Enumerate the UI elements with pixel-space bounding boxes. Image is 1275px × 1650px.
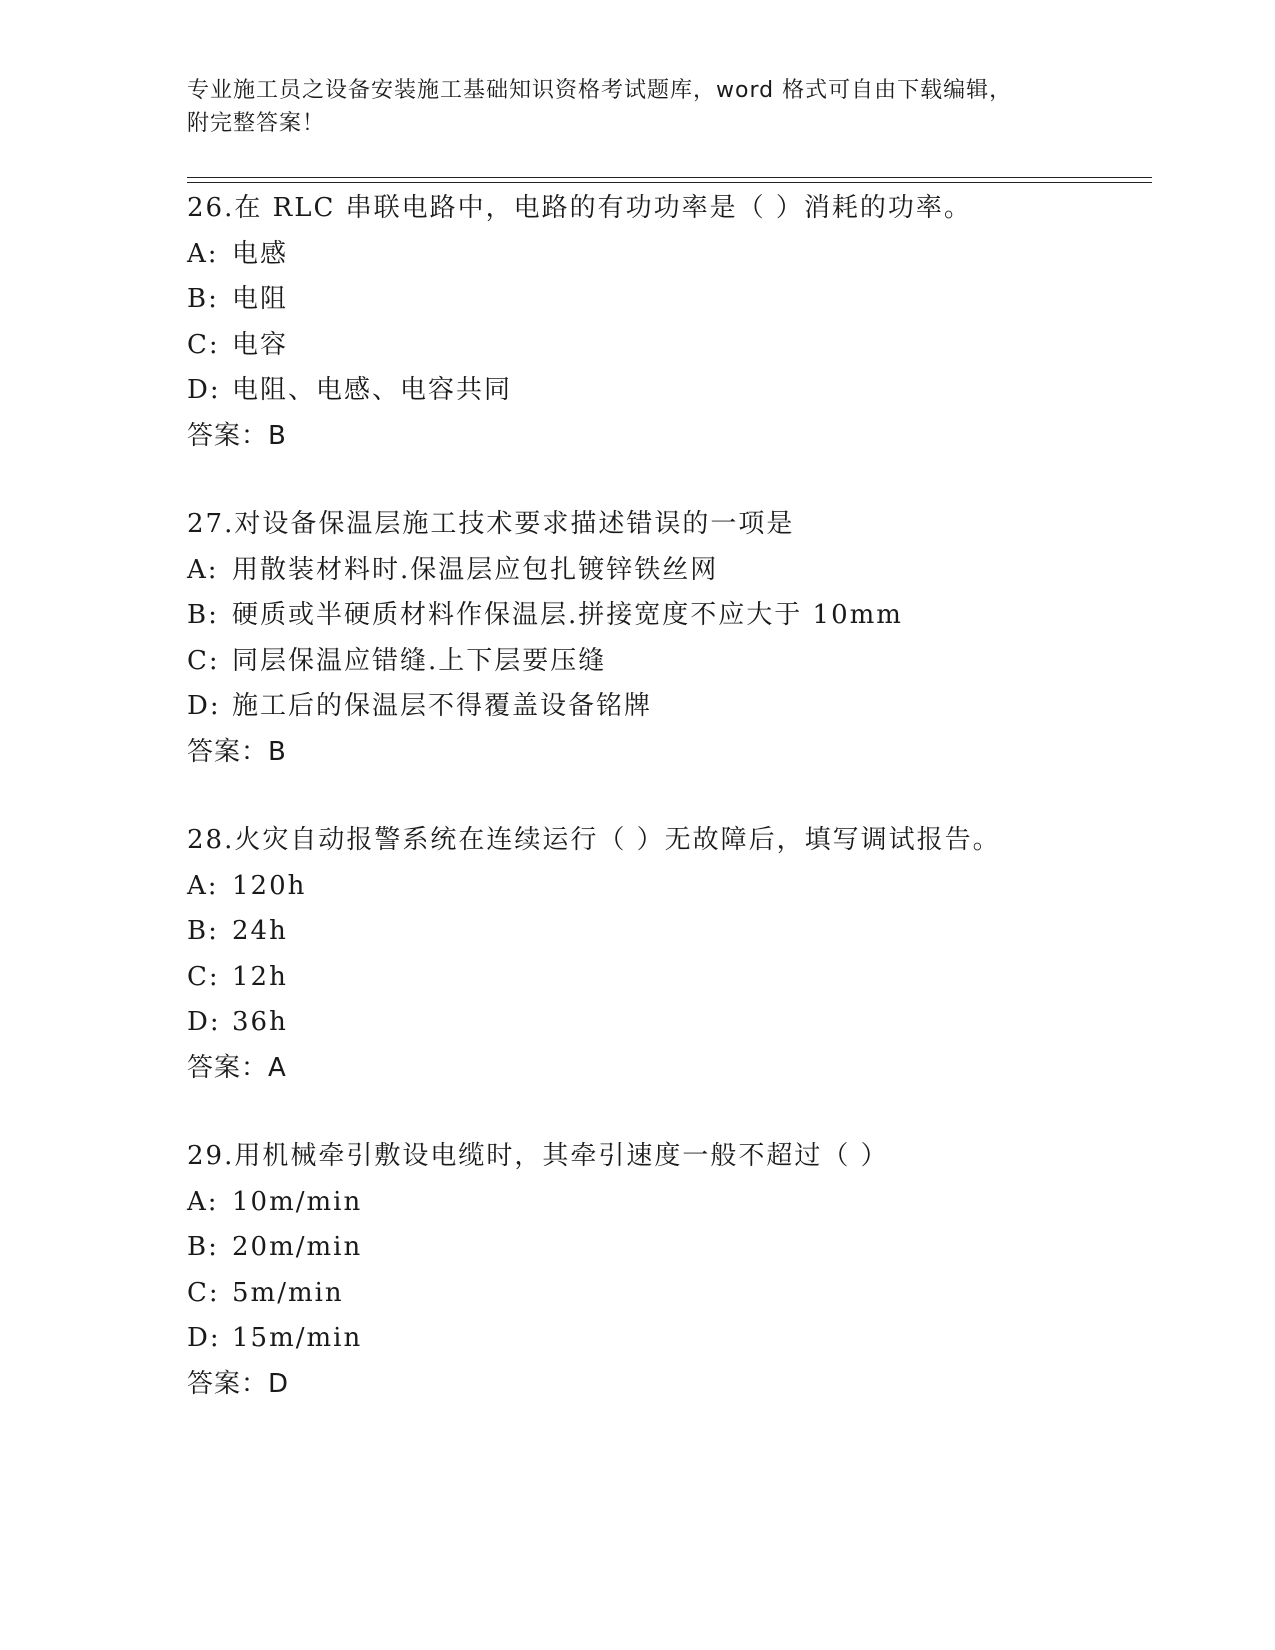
option-text: 36h [232, 1007, 288, 1037]
option-key: D: [187, 691, 221, 721]
option-text: 10m/min [232, 1186, 363, 1217]
option-key: D: [187, 1323, 221, 1353]
option-b [187, 1225, 1147, 1271]
option-d [187, 1000, 1147, 1046]
question-27 [187, 502, 1147, 775]
question-26 [187, 186, 1147, 459]
option-c [187, 639, 1147, 685]
question-stem: 26.在 RLC 串联电路中，电路的有功功率是（ ）消耗的功率。 [187, 193, 972, 223]
option-d [187, 684, 1147, 730]
option-d [187, 1316, 1147, 1362]
option-a [187, 232, 1147, 278]
document-header [187, 74, 1087, 140]
option-key: C: [187, 645, 220, 676]
header-line-2: 附完整答案！ [187, 111, 326, 136]
option-b [187, 593, 1147, 639]
question-28 [187, 818, 1147, 1091]
option-b [187, 277, 1147, 323]
answer: 答案：A [187, 1052, 287, 1083]
header-divider-bottom [187, 182, 1152, 183]
header-line-1: 专业施工员之设备安装施工基础知识资格考试题库，word 格式可自由下载编辑， [187, 78, 1013, 103]
option-b [187, 909, 1147, 955]
option-c [187, 1271, 1147, 1317]
option-key: C: [187, 329, 220, 360]
option-key: D: [187, 1007, 221, 1037]
option-d [187, 368, 1147, 414]
question-stem: 27.对设备保温层施工技术要求描述错误的一项是 [187, 509, 795, 539]
option-key: C: [187, 1277, 220, 1308]
option-text: 20m/min [232, 1232, 363, 1262]
option-text: 5m/min [232, 1277, 344, 1308]
option-key: B: [187, 600, 219, 630]
option-c [187, 955, 1147, 1001]
option-key: D: [187, 375, 221, 405]
option-c [187, 323, 1147, 369]
option-key: C: [187, 961, 220, 992]
question-stem: 29.用机械牵引敷设电缆时，其牵引速度一般不超过（ ） [187, 1141, 889, 1171]
option-key: A: [187, 554, 219, 585]
option-key: B: [187, 916, 219, 946]
header-divider-top [187, 177, 1152, 178]
option-text: 同层保温应错缝.上下层要压缝 [232, 645, 607, 676]
option-text: 12h [232, 961, 288, 992]
answer: 答案：D [187, 1368, 290, 1399]
question-stem: 28.火灾自动报警系统在连续运行（ ）无故障后，填写调试报告。 [187, 825, 1001, 855]
option-text: 电阻 [232, 284, 289, 314]
option-key: B: [187, 1232, 219, 1262]
answer: 答案：B [187, 736, 287, 767]
option-a [187, 1180, 1147, 1226]
option-text: 施工后的保温层不得覆盖设备铭牌 [232, 691, 653, 721]
option-text: 硬质或半硬质材料作保温层.拼接宽度不应大于 10mm [232, 600, 903, 630]
option-key: A: [187, 870, 219, 901]
option-text: 用散装材料时.保温层应包扎镀锌铁丝网 [232, 554, 719, 585]
option-a [187, 548, 1147, 594]
question-29 [187, 1134, 1147, 1407]
option-text: 15m/min [232, 1323, 363, 1353]
option-text: 电感 [232, 238, 289, 269]
answer: 答案：B [187, 420, 287, 451]
option-text: 24h [232, 916, 288, 946]
option-key: A: [187, 238, 219, 269]
option-key: B: [187, 284, 219, 314]
option-text: 120h [232, 870, 307, 901]
option-text: 电阻、电感、电容共同 [232, 375, 513, 405]
option-key: A: [187, 1186, 219, 1217]
option-text: 电容 [232, 329, 289, 360]
option-a [187, 864, 1147, 910]
